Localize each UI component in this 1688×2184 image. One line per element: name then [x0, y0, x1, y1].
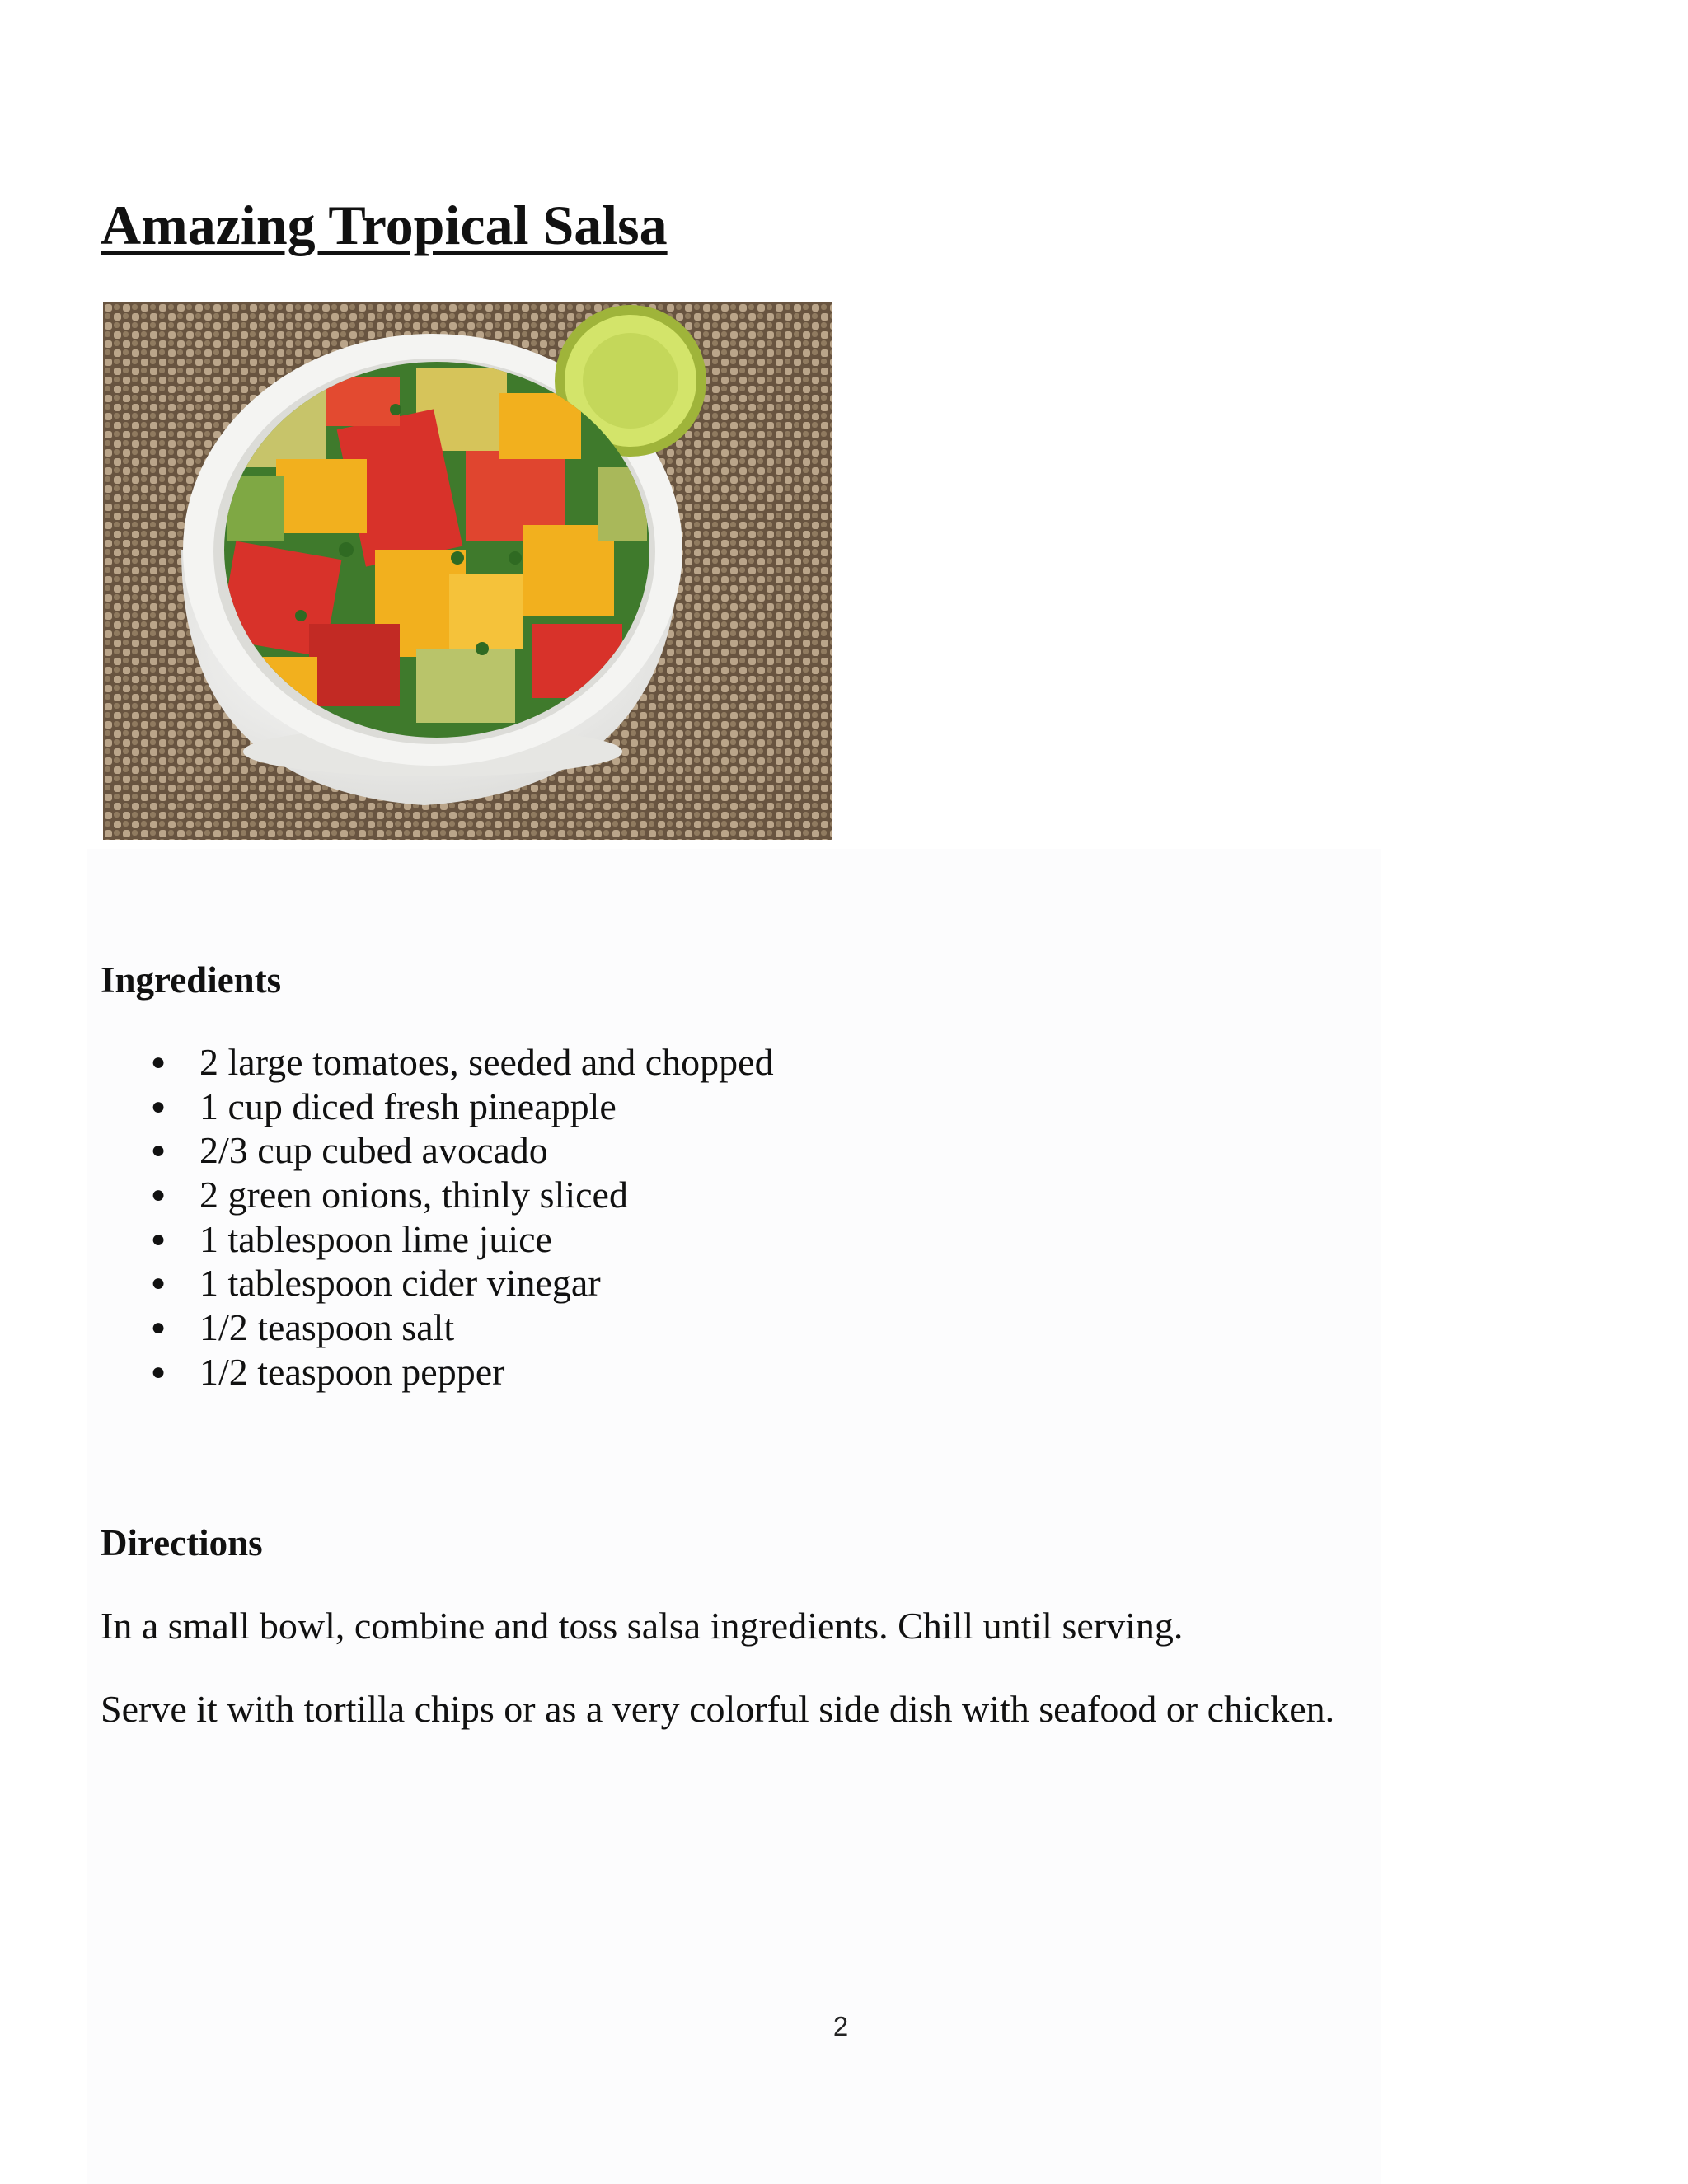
bullet-icon: ● — [151, 1314, 166, 1342]
bullet-icon: ● — [151, 1092, 166, 1120]
ingredient-text: 2/3 cup cubed avocado — [199, 1129, 548, 1172]
ingredient-text: 2 green onions, thinly sliced — [199, 1174, 628, 1216]
bullet-icon: ● — [151, 1048, 166, 1076]
salsa-photo — [103, 302, 832, 840]
bullet-icon: ● — [151, 1357, 166, 1385]
directions-paragraph-2: Serve it with tortilla chips or as a very colorful side dish with seafood or chicken. — [101, 1688, 1335, 1730]
ingredient-text: 2 large tomatoes, seeded and chopped — [199, 1041, 774, 1083]
ingredient-text: 1 cup diced fresh pineapple — [199, 1085, 617, 1127]
bullet-icon: ● — [151, 1181, 166, 1209]
ingredient-text: 1/2 teaspoon salt — [199, 1306, 455, 1349]
recipe-title: Amazing Tropical Salsa — [101, 194, 668, 256]
ingredient-text: 1 tablespoon cider vinegar — [199, 1262, 601, 1305]
ingredients-heading: Ingredients — [101, 959, 282, 1001]
ingredient-text: 1/2 teaspoon pepper — [199, 1350, 505, 1393]
page-number: 2 — [832, 2011, 849, 2041]
bullet-icon: ● — [151, 1269, 166, 1297]
ingredient-text: 1 tablespoon lime juice — [199, 1217, 552, 1260]
bullet-icon: ● — [151, 1137, 166, 1165]
directions-paragraph-1: In a small bowl, combine and toss salsa ingredients. Chill until serving. — [101, 1605, 1184, 1647]
directions-heading: Directions — [101, 1522, 263, 1563]
bullet-icon: ● — [151, 1225, 166, 1253]
